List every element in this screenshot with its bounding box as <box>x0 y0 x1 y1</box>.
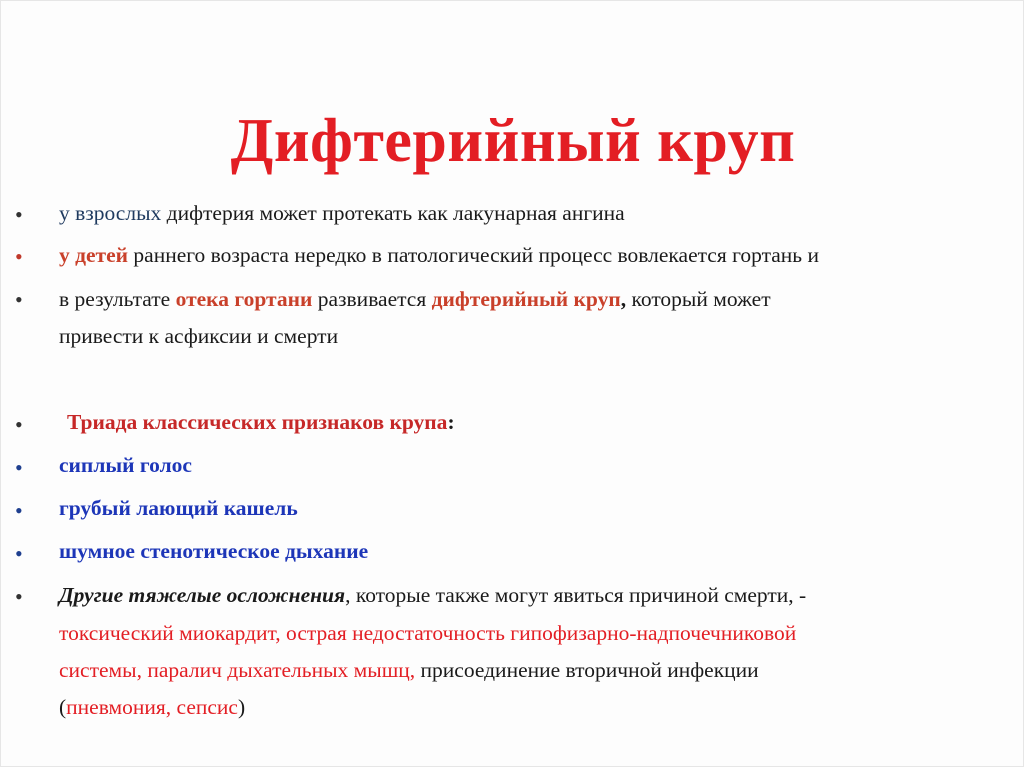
item-stenotic-breathing: шумное стенотическое дыхание <box>59 539 369 563</box>
paren-open: ( <box>59 695 67 719</box>
item-children-text: раннего возраста нередко в патологический процесс вовлекается гортань и <box>128 243 819 267</box>
bullet-marker: • <box>15 498 23 523</box>
bullet-marker: • <box>15 541 23 566</box>
item-complications-line1 <box>59 576 806 614</box>
item-adults-keyword: у взрослых <box>59 201 162 225</box>
bullet-marker: • <box>15 202 23 227</box>
slide-title: Дифтерийный круп <box>230 107 796 175</box>
item-result-edema: отека гортани <box>175 287 313 311</box>
item-complications-heading: Другие тяжелые осложнения <box>59 583 346 607</box>
item-hoarse-voice: сиплый голос <box>59 453 192 477</box>
item-triad-heading <box>67 403 455 441</box>
item-triad-colon: : <box>447 410 455 434</box>
item-complications-paralysis: системы, паралич дыхательных мышц, <box>59 658 416 682</box>
item-result-text: который может <box>626 287 771 311</box>
item-adults <box>59 194 625 232</box>
item-children-keyword: у детей <box>59 243 129 267</box>
bullet-marker: • <box>15 287 23 312</box>
item-result-croup: дифтерийный круп <box>431 287 621 311</box>
item-barking-cough: грубый лающий кашель <box>59 496 298 520</box>
paren-close: ) <box>237 695 246 719</box>
item-result-comma: , <box>620 287 627 311</box>
item-children <box>59 236 819 274</box>
item-adults-text: дифтерия может протекать как лакунарная ангина <box>161 201 625 225</box>
bullet-marker: • <box>15 412 23 437</box>
item-result-text: развивается <box>312 287 432 311</box>
item-complications-line3 <box>59 651 759 689</box>
item-complications-examples: пневмония, сепсис <box>66 695 238 719</box>
item-result-line2: привести к асфиксии и смерти <box>59 324 339 348</box>
bullet-marker: • <box>15 584 23 609</box>
bullet-marker: • <box>15 244 23 269</box>
bullet-marker: • <box>15 455 23 480</box>
item-result-text: в результате <box>59 287 176 311</box>
item-complications-text: , которые также могут явиться причиной смерти, - <box>345 583 807 607</box>
item-complications-infection: присоединение вторичной инфекции <box>415 658 759 682</box>
item-complications-line2: токсический миокардит, острая недостаточность гипофизарно-надпочечниковой <box>59 621 797 645</box>
item-result-line1 <box>59 280 771 318</box>
item-complications-line4 <box>59 688 245 726</box>
item-triad-title: Триада классических признаков крупа <box>67 410 448 434</box>
